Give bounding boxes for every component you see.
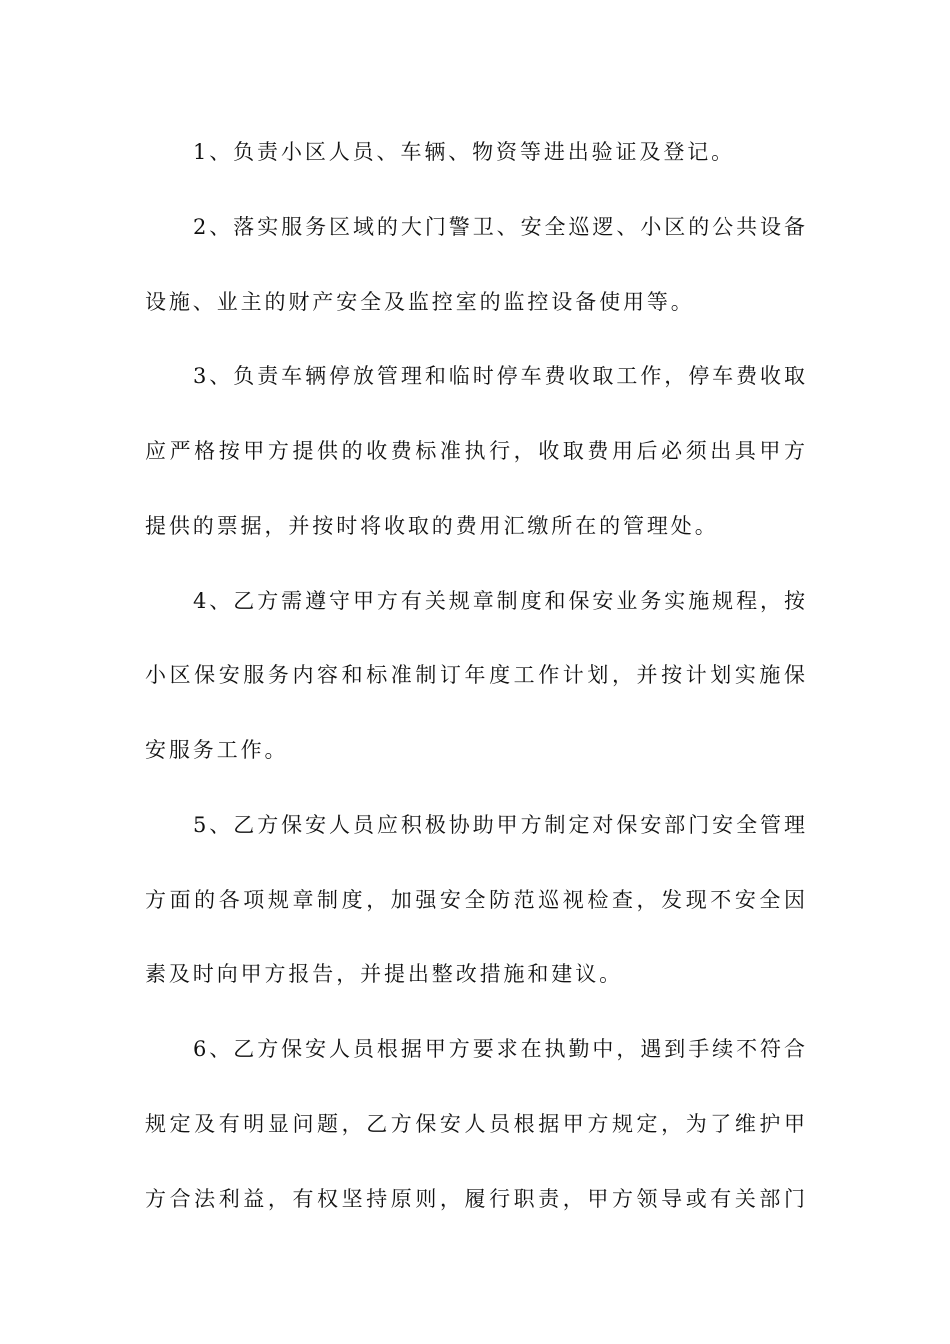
item-4-line-1: 4、乙方需遵守甲方有关规章制度和保安业务实施规程，按 [193, 589, 805, 613]
item-3-line-1: 3、负责车辆停放管理和临时停车费收取工作，停车费收取 [193, 364, 805, 388]
item-6-line-2: 规定及有明显问题，乙方保安人员根据甲方规定，为了维护甲 [145, 1112, 805, 1136]
item-3-line-3: 提供的票据，并按时将收取的费用汇缴所在的管理处。 [145, 514, 719, 538]
item-1-line-1: 1、负责小区人员、车辆、物资等进出验证及登记。 [193, 140, 736, 164]
item-2-line-2: 设施、业主的财产安全及监控室的监控设备使用等。 [145, 290, 695, 314]
item-5-line-2: 方面的各项规章制度，加强安全防范巡视检查，发现不安全因 [145, 888, 805, 912]
item-4-line-2: 小区保安服务内容和标准制订年度工作计划，并按计划实施保 [145, 663, 805, 687]
item-3-line-2: 应严格按甲方提供的收费标准执行，收取费用后必须出具甲方 [145, 439, 805, 463]
item-5-line-3: 素及时向甲方报告，并提出整改措施和建议。 [145, 962, 623, 986]
item-6-line-3: 方合法利益，有权坚持原则，履行职责，甲方领导或有关部门 [145, 1187, 805, 1211]
item-5-line-1: 5、乙方保安人员应积极协助甲方制定对保安部门安全管理 [193, 813, 805, 837]
item-6-line-1: 6、乙方保安人员根据甲方要求在执勤中，遇到手续不符合 [193, 1037, 805, 1061]
item-2-line-1: 2、落实服务区域的大门警卫、安全巡逻、小区的公共设备 [193, 215, 805, 239]
item-4-line-3: 安服务工作。 [145, 738, 289, 762]
